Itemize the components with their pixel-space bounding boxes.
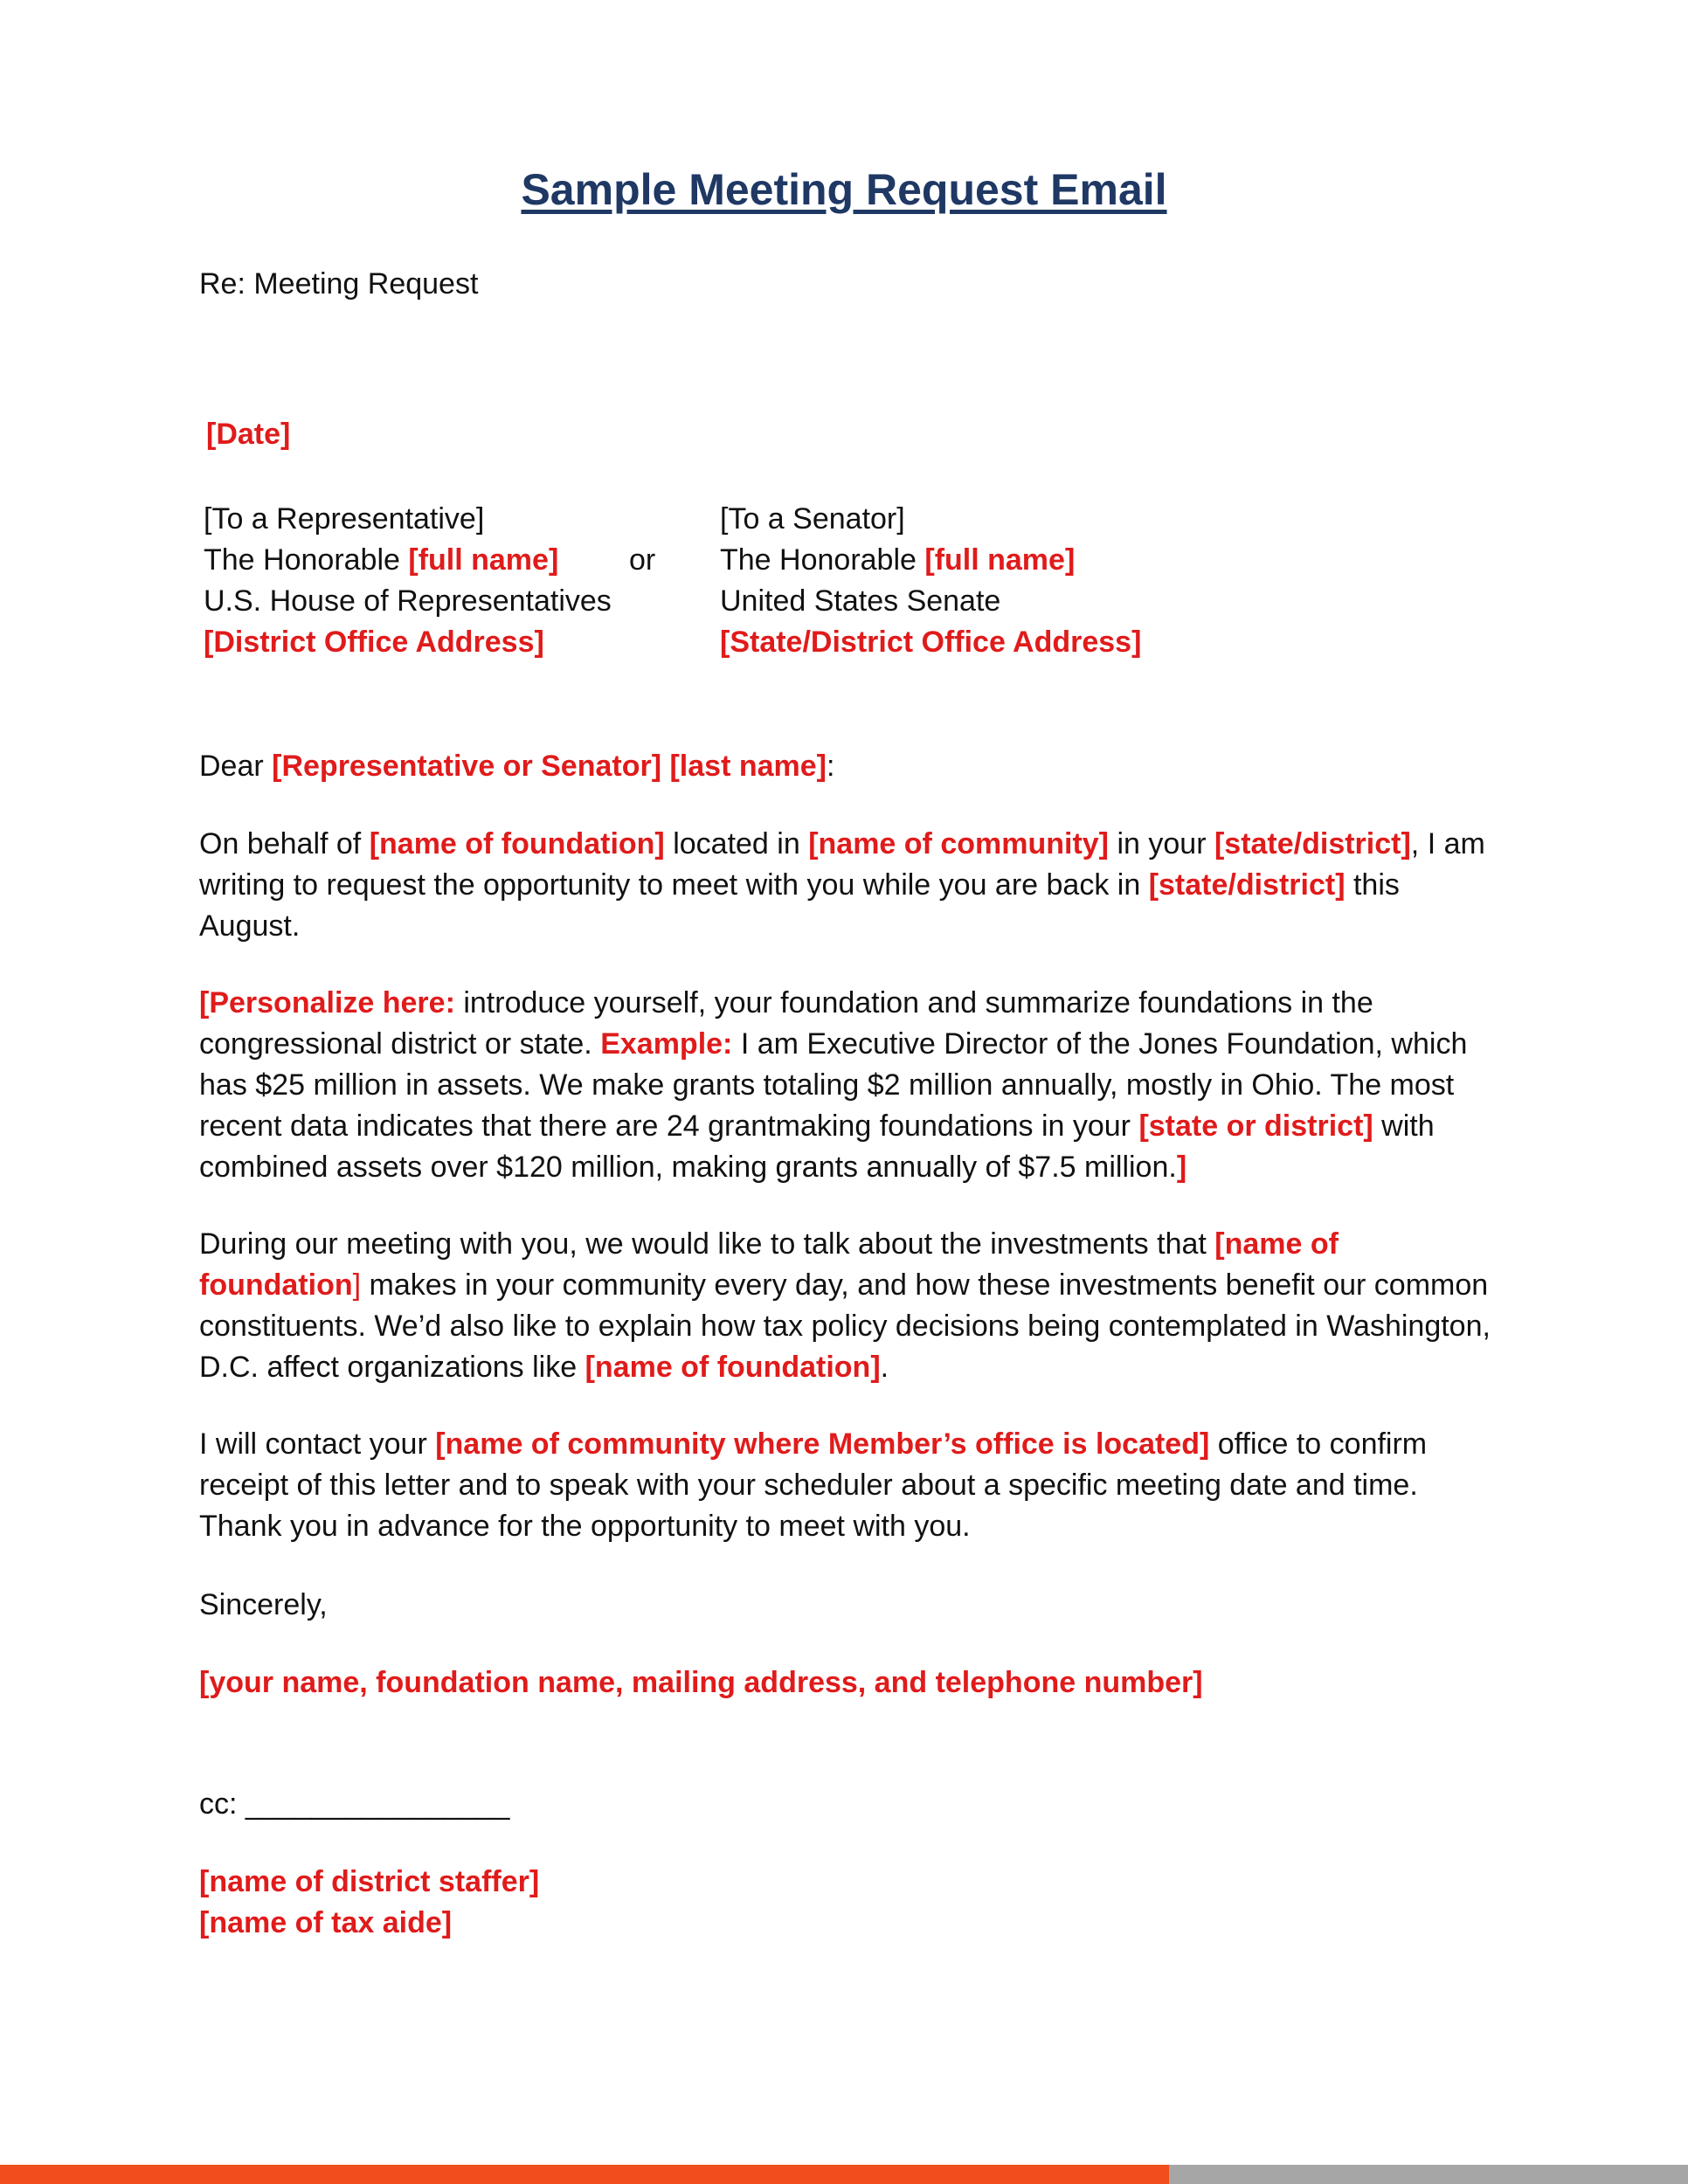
cc-tax-aide: [name of tax aide] [199,1906,453,1939]
placeholder-bracket: ] [1176,1151,1187,1184]
paragraph-contact [199,1424,1492,1547]
placeholder-state-or-district: [state or district] [1138,1109,1373,1143]
text-run: I will contact your [199,1427,436,1461]
sen-full-name: [full name] [924,543,1076,577]
text-run: During our meeting with you, we would like to talk about the investments that [199,1227,1215,1261]
rep-address: [District Office Address] [204,625,544,659]
sen-address: [State/District Office Address] [720,625,1142,659]
placeholder-example: Example: [600,1027,733,1061]
sen-honorable-line [720,540,1141,581]
text-run: I am Executive Director of the Jones Foundation, which has $25 million in assets. We make grants totaling $2 million annually, mostly in Ohio. The most recent data indicates that there are 24 grantmaking foundations in your [199,1027,1468,1143]
footer-bar-orange [0,2165,1169,2184]
placeholder-community: [name of community] [808,827,1110,860]
rep-honorable: The Honorable [204,543,409,577]
subject-line: Re: Meeting Request [199,267,479,301]
sen-honorable: The Honorable [720,543,925,577]
text-run: . [880,1351,889,1384]
text-run: in your [1109,827,1214,860]
text-run: with combined assets over $120 million, making grants annually of $7.5 million. [199,1109,1435,1184]
placeholder-foundation: [name of foundation] [369,827,665,860]
rep-heading: [To a Representative] [204,502,485,536]
salutation-colon: : [826,750,835,783]
paragraph-personalize [199,983,1492,1188]
sen-senate: United States Senate [720,584,1001,618]
placeholder-foundation: [name of foundation [199,1227,1339,1302]
date-placeholder: [Date] [206,418,291,451]
salutation-name: [Representative or Senator] [last name] [272,750,827,783]
representative-block [204,499,612,663]
rep-full-name: [full name] [408,543,559,577]
sen-heading: [To a Senator] [720,502,905,536]
paragraph-meeting-topics [199,1224,1492,1388]
placeholder-state-district: [state/district] [1148,868,1346,902]
text-run: , I am writing to request the opportunity to meet with you while you are back in [199,827,1485,902]
cc-district-staffer: [name of district staffer] [199,1865,540,1898]
cc-line: cc: ________________ [199,1787,510,1821]
footer-bar-gray [1169,2165,1688,2184]
paragraph-request [199,824,1492,947]
salutation [199,746,834,787]
placeholder-personalize: [Personalize here: [199,986,455,1019]
rep-honorable-line [204,540,612,581]
text-run: On behalf of [199,827,370,860]
placeholder-member-office: [name of community where Member’s office is located] [435,1427,1210,1461]
senator-block [720,499,1141,663]
text-run: located in [664,827,809,860]
placeholder-state-district: [state/district] [1214,827,1411,860]
text-run: introduce yourself, your foundation and summarize foundations in the congressional district or state. [199,986,1373,1061]
text-run: this August. [199,868,1400,943]
placeholder-bracket: ] [352,1268,362,1302]
or-separator: or [629,543,656,577]
rep-house: U.S. House of Representatives [204,584,612,618]
signature-placeholder: [your name, foundation name, mailing address, and telephone number] [199,1666,1203,1699]
text-run: office to confirm receipt of this letter and to speak with your scheduler about a specific meeting date and time. Thank you in advance for the opportunity to meet with you. [199,1427,1428,1543]
text-run: makes in your community every day, and how these investments benefit our common constituents. We’d also like to explain how tax policy decisions being contemplated in Washington, D.C. affect organizations like [199,1268,1491,1384]
placeholder-foundation: [name of foundation] [585,1351,881,1384]
salutation-dear: Dear [199,750,273,783]
closing: Sincerely, [199,1588,328,1621]
page-title: Sample Meeting Request Email [521,165,1167,214]
